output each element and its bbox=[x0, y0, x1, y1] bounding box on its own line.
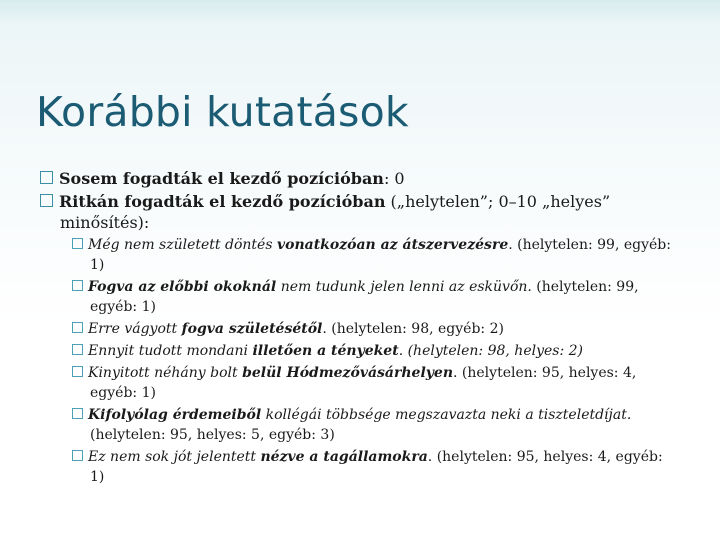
sub-bullet-item bbox=[72, 235, 680, 275]
slide-title: Korábbi kutatások bbox=[36, 88, 409, 136]
sub-bullet-stats: . (helytelen: 95, helyes: 4, egyéb: 1) bbox=[90, 365, 637, 401]
checkbox-bullet-icon bbox=[72, 366, 83, 377]
sub-bullet-stats: . (helytelen: 99, egyéb: 1) bbox=[90, 237, 671, 273]
sub-bullet-item bbox=[72, 319, 680, 339]
checkbox-bullet-icon bbox=[72, 238, 83, 249]
bullet-item bbox=[40, 168, 680, 189]
sub-bullet-text: nem tudunk jelen lenni az esküvőn. bbox=[276, 279, 532, 295]
sub-bullet-text: Kinyitott néhány bolt bbox=[88, 365, 243, 381]
sub-bullet-emphasis: Fogva az előbbi okoknál bbox=[88, 279, 277, 295]
sub-bullet-item bbox=[72, 277, 680, 317]
sub-bullet-emphasis: belül Hódmezővásárhelyen bbox=[242, 365, 454, 381]
bullet-text-bold: Sosem fogadták el kezdő pozícióban bbox=[59, 169, 384, 188]
sub-bullet-text: Ez nem sok jót jelentett bbox=[88, 449, 261, 465]
sub-bullet-emphasis: nézve a tagállamokra bbox=[260, 449, 428, 465]
checkbox-bullet-icon bbox=[40, 194, 53, 207]
checkbox-bullet-icon bbox=[72, 344, 83, 355]
top-gradient-band bbox=[0, 0, 720, 24]
sub-bullet-emphasis: fogva születésétől bbox=[181, 321, 323, 337]
sub-bullet-stats: (helytelen: 99, egyéb: 1) bbox=[90, 279, 639, 315]
sub-bullet-stats: . (helytelen: 98, helyes: 2) bbox=[398, 343, 584, 359]
checkbox-bullet-icon bbox=[40, 171, 53, 184]
sub-bullet-stats: (helytelen: 95, helyes: 5, egyéb: 3) bbox=[90, 427, 335, 443]
sub-bullet-text: Erre vágyott bbox=[88, 321, 182, 337]
checkbox-bullet-icon bbox=[72, 280, 83, 291]
bullet-text: („helytelen”; 0–10 „helyes” minősítés): bbox=[60, 192, 611, 232]
sub-bullet-text: Ennyit tudott mondani bbox=[88, 343, 253, 359]
sub-bullet-item bbox=[72, 341, 680, 361]
bullet-item bbox=[40, 191, 680, 233]
sub-bullet-stats: . (helytelen: 95, helyes: 4, egyéb: 1) bbox=[90, 449, 663, 485]
sub-bullet-stats: . (helytelen: 98, egyéb: 2) bbox=[322, 321, 504, 337]
bullet-list bbox=[40, 168, 680, 487]
sub-bullet-emphasis: Kifolyólag érdemeiből bbox=[88, 407, 262, 423]
sub-bullet-text: kollégái többsége megszavazta neki a tiszteletdíjat. bbox=[261, 407, 632, 423]
sub-bullet-emphasis: illetően a tényeket bbox=[252, 343, 399, 359]
sub-bullet-item bbox=[72, 363, 680, 403]
sub-bullet-item bbox=[72, 447, 680, 487]
checkbox-bullet-icon bbox=[72, 322, 83, 333]
bullet-text: : 0 bbox=[383, 169, 405, 188]
bullet-text-bold: Ritkán fogadták el kezdő pozícióban bbox=[59, 192, 386, 211]
sub-bullet-emphasis: vonatkozóan az átszervezésre bbox=[276, 237, 509, 253]
sub-bullet-item bbox=[72, 405, 680, 445]
checkbox-bullet-icon bbox=[72, 408, 83, 419]
checkbox-bullet-icon bbox=[72, 450, 83, 461]
sub-bullet-text: Még nem született döntés bbox=[88, 237, 277, 253]
